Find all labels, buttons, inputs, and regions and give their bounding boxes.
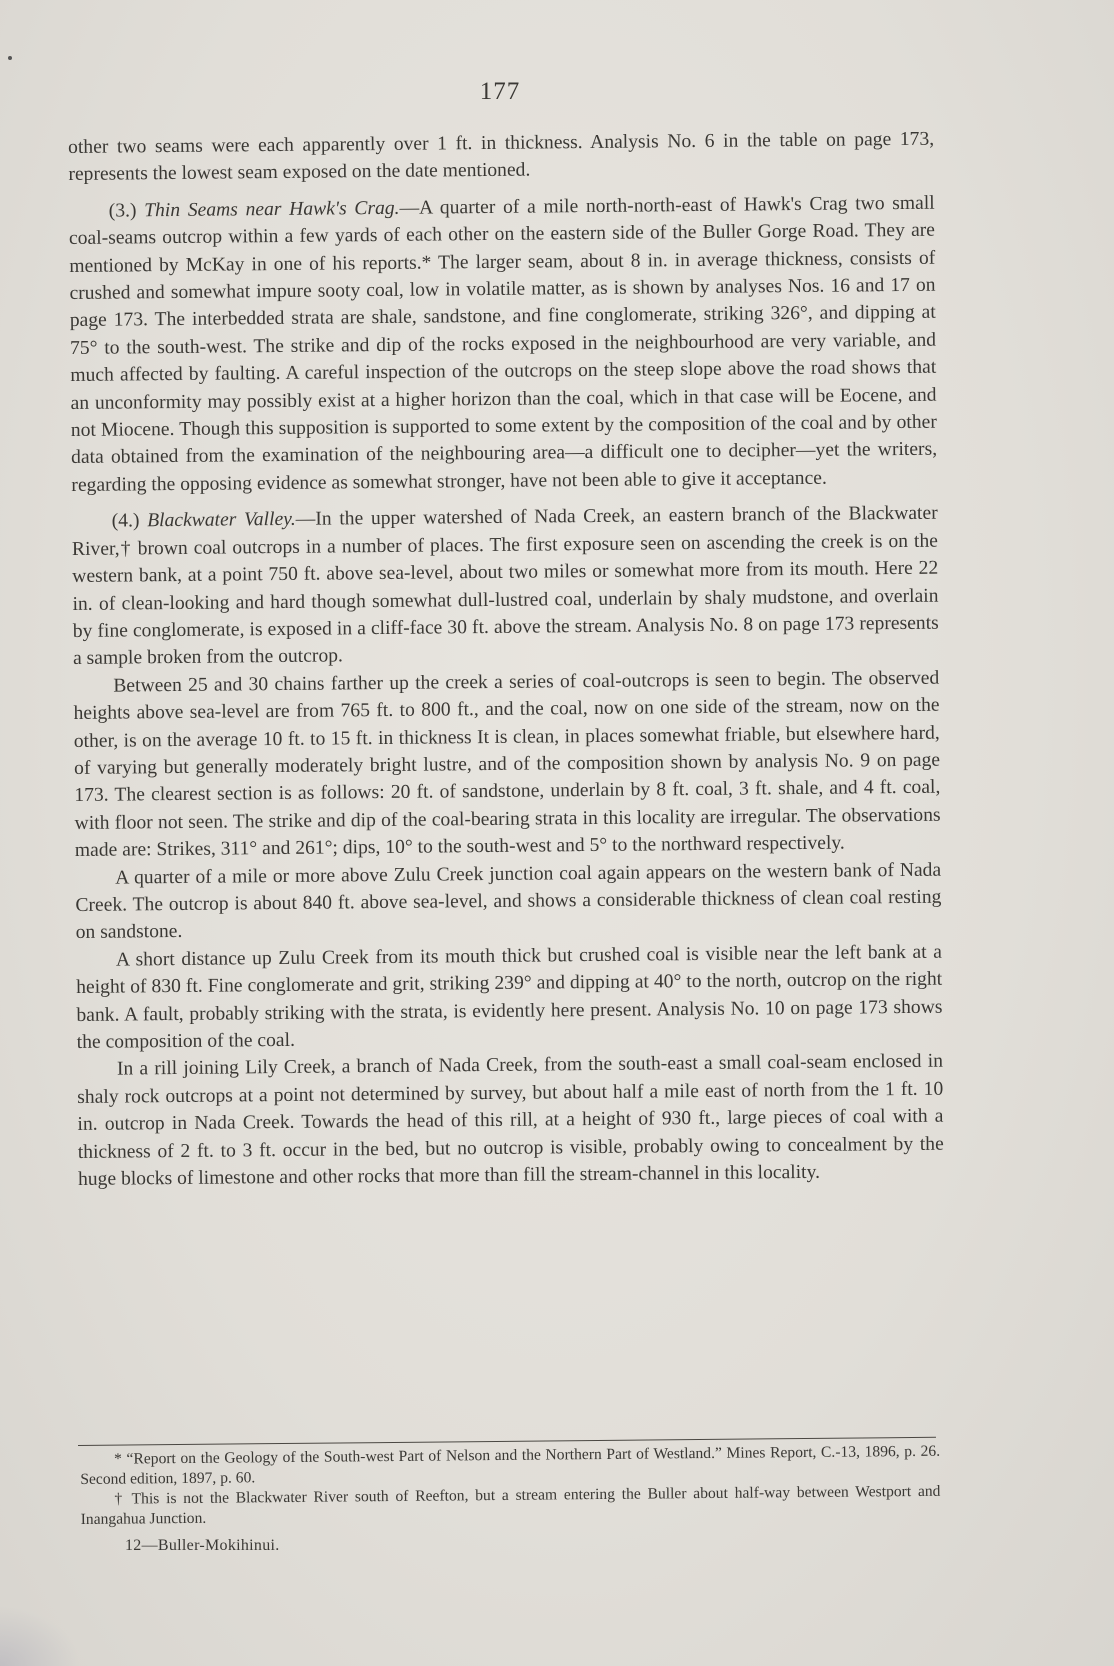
paper-corner-shade — [0, 1606, 80, 1666]
paper-speck — [8, 56, 12, 60]
section-heading-blackwater-valley: Blackwater Valley. — [147, 509, 296, 532]
footnotes — [80, 1442, 941, 1530]
paragraph-zulu-creek-junction: A quarter of a mile or more above Zulu Creek junction coal again appears on the western bank of Nada Creek. The outcrop is about 840 ft. above sea-level, and shows a considerable thickness of clean coal resting on sandstone. — [75, 859, 942, 944]
paragraph-zulu-creek: A short distance up Zulu Creek from its mouth thick but crushed coal is visible near the left bank at a height of 830 ft. Fine conglomerate and grit, striking 239° and dipping at 40° to the north, outcrop on the right bank. A fault, probably striking with the strata, is evidently here present. Analysis No. 10 on page 173 shows the composition of the coal. — [76, 941, 943, 1053]
section-text-hawks-crag: —A quarter of a mile north-north-east of Hawk's Crag two small coal-seams outcrop within a few yards of each other on the eastern side of the Buller Gorge Road. They are mentioned by McKay in one of his reports.* The larger seam, about 8 in. in average thickness, consists of crushed and somewhat impure sooty coal, low in volatile matter, as is shown by analyses Nos. 16 and 17 on page 173. The interbedded strata are shale, sandstone, and fine conglomerate, striking 326°, and dipping at 75° to the south-west. The strike and dip of the rocks exposed in the neighbourhood are very variable, and much affected by faulting. A careful inspection of the outcrops on the steep slope above the road shows that an unconformity may possibly exist at a higher horizon than the coal, which in that case will be Eocene, and not Miocene. Though this supposition is supported to some extent by the composition of the coal and by other data obtained from the examination of the neighbouring area—a difficult one to decipher—yet the writers, regarding the opposing evidence as somewhat stronger, have not been able to give it acceptance. — [68, 192, 938, 496]
paragraph-coal-outcrops: Between 25 and 30 chains farther up the creek a series of coal-outcrops is seen to begin. The observed heights above sea-level are from 765 ft. to 800 ft., and the coal, now on one side of the stream, now on the other, is on the average 10 ft. to 15 ft. in thickness It is clean, in places somewhat friable, but elsewhere hard, of varying but generally moderately bright lustre, and of the composition shown by analysis No. 9 on page 173. The clearest section is as follows: 20 ft. of sandstone, underlain by 8 ft. coal, 3 ft. shale, and 4 ft. coal, with floor not seen. The strike and dip of the coal-bearing strata in this locality are irregular. The observations made are: Strikes, 311° and 261°; dips, 10° to the south-west and 5° to the northward respectively. — [73, 667, 941, 862]
section-heading-hawks-crag: Thin Seams near Hawk's Crag. — [144, 197, 400, 222]
body-text — [68, 126, 944, 1194]
signature-mark: 12—Buller-Mokihinui. — [125, 1537, 280, 1554]
section-text-blackwater-valley: —In the upper watershed of Nada Creek, an eastern branch of the Blackwater River,† brown coal outcrops in a number of places. The first exposure seen on ascending the creek is on the western bank, at a point 750 ft. above sea-level, about two miles or somewhat more from its mouth. Here 22 in. of clean-looking and hard though somewhat dull-lustred coal, underlain by shaly mudstone, and overlain by fine conglomerate, is exposed in a cliff-face 30 ft. above the stream. Analysis No. 8 on page 173 represents a sample broken from the outcrop. — [71, 502, 939, 670]
footnote-1: * “Report on the Geology of the South-west Part of Nelson and the Northern Part of Westland.” Mines Report, C.-13, 1896, p. 26. Second edition, 1897, p. 60. — [80, 1442, 941, 1488]
footnote-2: † This is not the Blackwater River south of Reefton, but a stream entering the Buller about half-way between Westport and Inangahua Junction. — [80, 1482, 941, 1528]
section-number: (4.) — [111, 510, 140, 532]
paragraph-continuation: other two seams were each apparently over 1 ft. in thickness. Analysis No. 6 in the table on page 173, represents the lowest seam exposed on the date mentioned. — [68, 128, 935, 186]
section-number: (3.) — [108, 200, 137, 222]
paragraph-lily-creek: In a rill joining Lily Creek, a branch of Nada Creek, from the south-east a small coal-seam enclosed in shaly rock outcrops at a point not determined by survey, but about half a mile east of north from the 1 ft. 10 in. outcrop in Nada Creek. Towards the head of this rill, at a height of 930 ft., large pieces of coal with a thickness of 2 ft. to 3 ft. occur in the bed, but no outcrop is visible, probably owing to concealment by the huge blocks of limestone and other rocks that more than fill the stream-channel in this locality. — [77, 1051, 944, 1190]
paragraph-blackwater-valley — [72, 500, 940, 673]
page-number: 177 — [479, 78, 521, 105]
paragraph-hawks-crag — [69, 189, 938, 499]
